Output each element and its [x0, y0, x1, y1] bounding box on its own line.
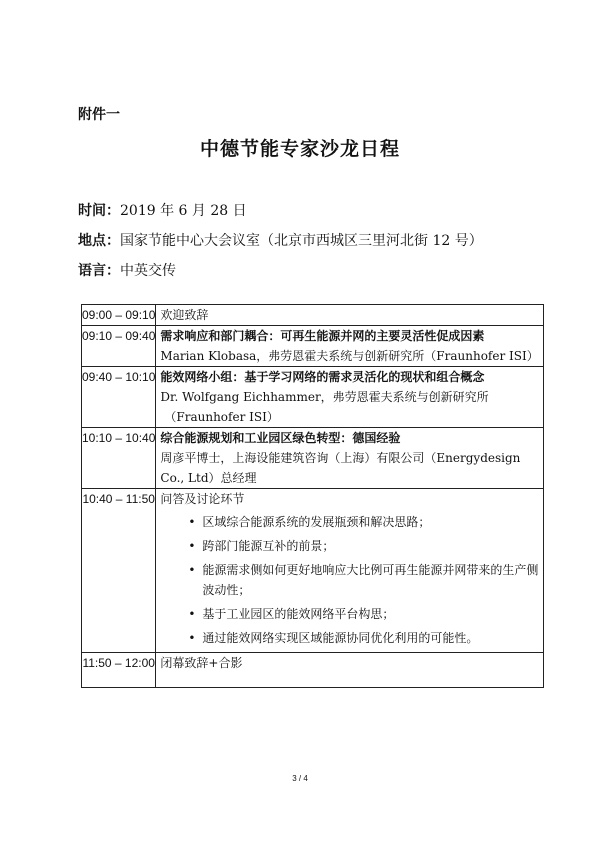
session-speaker: 周彦平博士，上海设能建筑咨询（上海）有限公司（Energydesign [160, 451, 521, 465]
list-item [188, 560, 538, 600]
schedule-table [81, 304, 544, 688]
session-time: 11:50 – 12:00 [82, 653, 156, 688]
bullet-icon: • [188, 631, 196, 645]
discussion-point: 基于工业园区的能效网络平台构思； [202, 607, 395, 621]
list-item [188, 536, 538, 556]
meta-time-label: 时间： [78, 203, 120, 219]
session-time: 09:10 – 09:40 [82, 326, 156, 367]
bullet-icon: • [188, 563, 196, 577]
session-time: 09:40 – 10:10 [82, 367, 156, 428]
list-item [188, 512, 538, 532]
session-speaker-org: （Fraunhofer ISI） [164, 410, 279, 424]
session-speaker: Dr. Wolfgang Eichhammer，弗劳恩霍夫系统与创新研究所 [160, 390, 489, 404]
list-item [188, 628, 538, 648]
bullet-icon: • [188, 539, 196, 553]
session-detail [156, 326, 543, 367]
page-number: 3 / 4 [292, 774, 308, 783]
table-row [82, 653, 544, 688]
session-topic: 综合能源规划和工业园区绿色转型：德国经验 [160, 431, 401, 445]
bullet-icon: • [188, 607, 196, 621]
session-speaker: Marian Klobasa，弗劳恩霍夫系统与创新研究所（Fraunhofer ISI） [160, 349, 539, 363]
bullet-icon: • [188, 515, 196, 529]
session-detail [156, 653, 543, 688]
session-topic: 需求响应和部门耦合：可再生能源并网的主要灵活性促成因素 [160, 329, 485, 343]
list-item [188, 604, 538, 624]
meta-time-value: 2019 年 6 月 28 日 [120, 203, 247, 219]
page-title: 中德节能专家沙龙日程 [199, 138, 400, 160]
meta-location-value: 国家节能中心大会议室（北京市西城区三里河北街 12 号） [120, 233, 483, 249]
table-row [82, 428, 544, 489]
session-detail [156, 305, 543, 326]
meta-location-label: 地点： [78, 233, 120, 249]
meta-language-label: 语言： [78, 263, 120, 279]
session-detail [156, 367, 543, 428]
table-row [82, 489, 544, 653]
meta-location [78, 230, 483, 250]
session-topic: 问答及讨论环节 [160, 492, 245, 506]
table-row [82, 305, 544, 326]
discussion-point: 通过能效网络实现区域能源协同优化利用的可能性。 [202, 631, 479, 645]
session-speaker-title: Co., Ltd）总经理 [160, 471, 257, 485]
meta-time [78, 200, 247, 220]
session-time: 10:40 – 11:50 [82, 489, 156, 653]
session-time: 10:10 – 10:40 [82, 428, 156, 489]
meta-language [78, 260, 176, 280]
session-topic: 闭幕致辞+合影 [160, 656, 243, 670]
discussion-point: 区域综合能源系统的发展瓶颈和解决思路； [202, 515, 431, 529]
table-row [82, 326, 544, 367]
discussion-point: 能源需求侧如何更好地响应大比例可再生能源并网带来的生产侧波动性； [202, 563, 539, 597]
attachment-label: 附件一 [78, 107, 120, 123]
session-detail [156, 428, 543, 489]
session-topic: 能效网络小组：基于学习网络的需求灵活化的现状和组合概念 [160, 370, 485, 384]
session-topic: 欢迎致辞 [160, 308, 209, 322]
session-time: 09:00 – 09:10 [82, 305, 156, 326]
meta-language-value: 中英交传 [120, 263, 176, 279]
session-detail [156, 489, 543, 653]
discussion-point: 跨部门能源互补的前景； [202, 539, 335, 553]
discussion-points-list [160, 512, 538, 648]
table-row [82, 367, 544, 428]
